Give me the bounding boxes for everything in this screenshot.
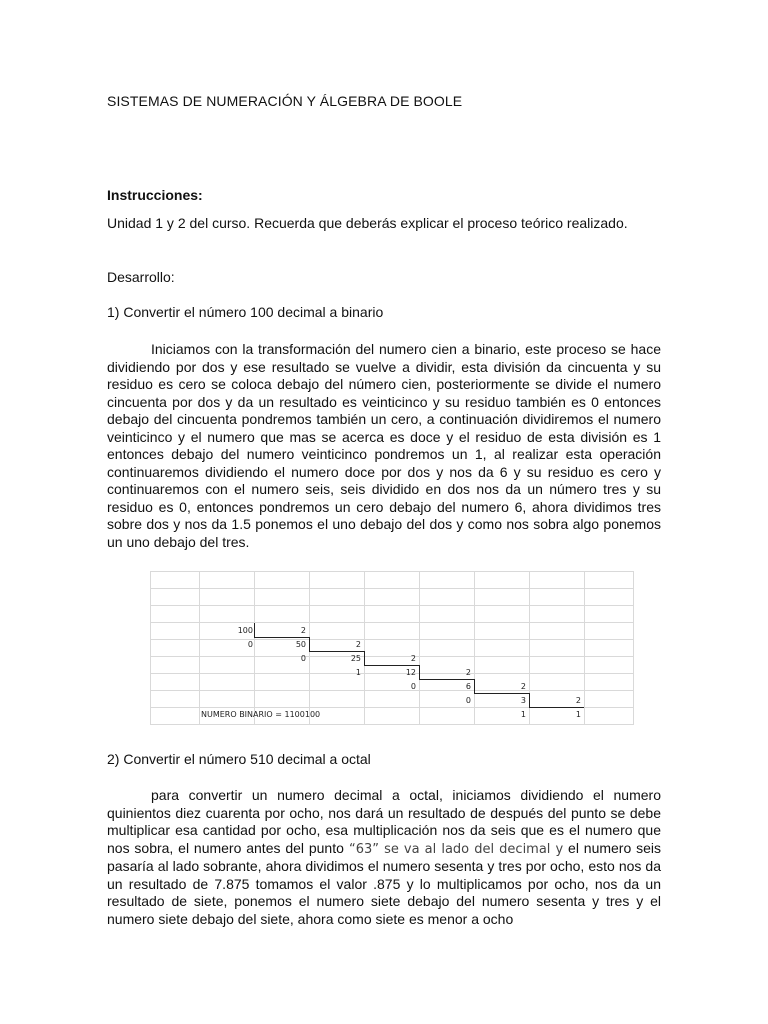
division-rule [254, 637, 309, 638]
table-cell: 12 [405, 668, 416, 677]
table-cell: 50 [295, 640, 306, 649]
table-cell: 0 [465, 696, 471, 705]
table-cell: 2 [465, 668, 471, 677]
table-cell: 2 [355, 640, 361, 649]
division-rule [529, 693, 530, 707]
question-2-text-part-c: el numero seis pasaría al lado sobrante, ahora dividimos el numero sesenta y tres por ocho, esto nos da un resultado de 7.875 tomamos el valor .875 y lo multiplicamos por ocho, nos da un resultado de siete, ponemos el numero siete debajo del numero sesenta y tres y el numero siete debajo del siete, ahora como siete es menor a ocho [107, 839, 661, 927]
binary-result-label: NUMERO BINARIO = 1100100 [201, 710, 321, 719]
division-table-sheet [150, 571, 634, 725]
division-rule [419, 665, 420, 679]
table-cell: 2 [575, 696, 581, 705]
division-rule [364, 665, 419, 666]
division-rule [474, 679, 475, 693]
table-cell: 6 [465, 682, 471, 691]
table-cell: 1 [355, 668, 361, 677]
instructions-text: Unidad 1 y 2 del curso. Recuerda que deberás explicar el proceso teórico realizado. [107, 215, 628, 231]
table-cell: 2 [300, 626, 306, 635]
division-rule [309, 651, 364, 652]
instructions-heading: Instrucciones: [107, 187, 203, 203]
question-1-label: 1) Convertir el número 100 decimal a binario [107, 304, 384, 320]
table-cell: 1 [520, 710, 526, 719]
document-title: SISTEMAS DE NUMERACIÓN Y ÁLGEBRA DE BOOLE [107, 93, 463, 109]
table-cell: 25 [350, 654, 361, 663]
table-cell: 100 [237, 626, 253, 635]
division-rule [474, 693, 529, 694]
question-2-text-part-a: para convertir un numero decimal a octal, iniciamos dividiendo el numero quinientos diez cuarenta por ocho, nos dará un resultado de después del punto se debe multiplicar esa cantidad por ocho, esa multiplicación nos da seis que es el numero que nos sobra, el numero antes del punto [107, 787, 661, 856]
question-2-label: 2) Convertir el número 510 decimal a octal [107, 751, 371, 767]
question-1-explanation: Iniciamos con la transformación del numero cien a binario, este proceso se hace dividiendo por dos y ese resultado se vuelve a dividir, esta división da cincuenta y su residuo es cero se coloca debajo del número cien, posteriormente se divide el numero cincuenta por dos y da un resultado es veinticinco y su residuo también es 0 entonces debajo del cincuenta pondremos también un cero, a continuación dividiremos el numero veinticinco y el numero que mas se acerca es doce y el residuo de esta división es 1 entonces debajo del numero veinticinco pondremos un 1, al realizar esta operación continuaremos dividiendo el numero doce por dos y nos da 6 y su residuo es cero y continuaremos con el numero seis, seis dividido en dos nos da un número tres y su residuo es 0, entonces pondremos un cero debajo del numero 6, ahora dividimos tres sobre dos y nos da 1.5 ponemos el uno debajo del dos y como nos sobra algo ponemos un uno debajo del tres. [107, 341, 661, 550]
division-rule [309, 637, 310, 651]
question-2-explanation [107, 787, 661, 928]
table-cell: 0 [410, 682, 416, 691]
division-rule [364, 651, 365, 665]
division-rule [529, 707, 584, 708]
table-cell: 2 [520, 682, 526, 691]
development-label: Desarrollo: [107, 269, 175, 285]
table-cell: 2 [410, 654, 416, 663]
table-cell: 1 [575, 710, 581, 719]
division-rule [254, 623, 255, 637]
table-cell: 0 [247, 640, 253, 649]
table-cell: 0 [300, 654, 306, 663]
division-rule [419, 679, 474, 680]
table-cell: 3 [520, 696, 526, 705]
question-2-text-part-b: “63” se va al lado del decimal y [343, 841, 564, 857]
